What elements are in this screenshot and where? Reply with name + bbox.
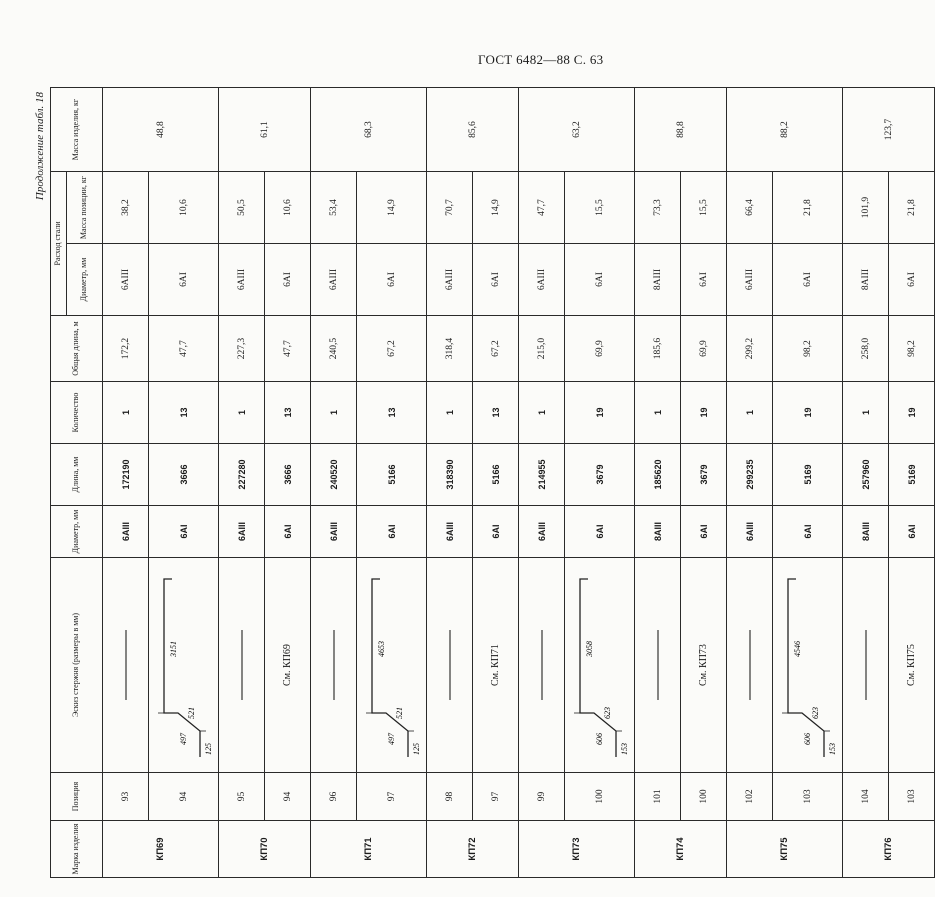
length-cell: 185620 <box>635 444 681 506</box>
position-mass-cell: 10,6 <box>149 172 219 244</box>
length-cell: 257960 <box>843 444 889 506</box>
item-mark: КП74 <box>635 821 727 878</box>
dim-straight: 4546 <box>792 641 802 657</box>
position-mass-cell: 14,9 <box>357 172 427 244</box>
table-row <box>519 88 565 878</box>
position-mass-cell: 101,9 <box>843 172 889 244</box>
quantity-cell: 1 <box>519 382 565 444</box>
sketch-cell <box>427 558 473 773</box>
table-caption: Продолжение табл. 18 <box>34 92 46 201</box>
sketch-reference: См. КП75 <box>889 558 935 773</box>
length-cell: 3666 <box>265 444 311 506</box>
steel-diameter-cell: 6АIII <box>519 244 565 316</box>
position-cell: 94 <box>149 773 219 821</box>
position-cell: 104 <box>843 773 889 821</box>
diameter-cell: 6АIII <box>519 506 565 558</box>
sketch-reference: См. КП71 <box>473 558 519 773</box>
position-mass-cell: 15,5 <box>565 172 635 244</box>
steel-diameter-cell: 6АI <box>473 244 519 316</box>
total-length-cell: 69,9 <box>565 316 635 382</box>
table-row <box>889 88 935 878</box>
straight-bar-sketch <box>448 630 452 700</box>
total-length-cell: 47,7 <box>149 316 219 382</box>
header-mark: Марка изделия <box>51 821 103 878</box>
dim-slope: 521 <box>186 707 196 719</box>
steel-diameter-cell: 6АIII <box>427 244 473 316</box>
straight-bar-sketch <box>124 630 128 700</box>
diameter-cell: 6АI <box>357 506 427 558</box>
diameter-cell: 6АI <box>889 506 935 558</box>
item-mass-cell: 61,1 <box>219 88 311 172</box>
dim-offset: 497 <box>386 733 396 745</box>
total-length-cell: 240,5 <box>311 316 357 382</box>
table-row <box>427 88 473 878</box>
position-mass-cell: 21,8 <box>773 172 843 244</box>
bar-outline <box>580 579 616 757</box>
length-cell: 5169 <box>889 444 935 506</box>
quantity-cell: 1 <box>843 382 889 444</box>
length-cell: 3679 <box>565 444 635 506</box>
straight-bar-sketch <box>540 630 544 700</box>
length-cell: 318390 <box>427 444 473 506</box>
dim-straight: 4653 <box>376 641 386 657</box>
total-length-cell: 318,4 <box>427 316 473 382</box>
total-length-cell: 258,0 <box>843 316 889 382</box>
quantity-cell: 1 <box>219 382 265 444</box>
position-mass-cell: 66,4 <box>727 172 773 244</box>
sketch-reference: См. КП69 <box>265 558 311 773</box>
table-body <box>103 88 935 878</box>
position-cell: 102 <box>727 773 773 821</box>
total-length-cell: 98,2 <box>889 316 935 382</box>
table-row <box>149 88 219 878</box>
quantity-cell: 19 <box>681 382 727 444</box>
dim-end: 125 <box>203 743 213 755</box>
position-mass-cell: 14,9 <box>473 172 519 244</box>
steel-diameter-cell: 6АI <box>681 244 727 316</box>
quantity-cell: 1 <box>311 382 357 444</box>
dim-slope: 521 <box>394 707 404 719</box>
position-cell: 103 <box>889 773 935 821</box>
diameter-cell: 6АI <box>681 506 727 558</box>
table-row <box>473 88 519 878</box>
dim-slope: 623 <box>810 707 820 719</box>
dim-offset: 497 <box>178 733 188 745</box>
dim-slope: 623 <box>602 707 612 719</box>
item-mark: КП72 <box>427 821 519 878</box>
straight-bar-sketch <box>748 630 752 700</box>
quantity-cell: 13 <box>357 382 427 444</box>
table-row <box>103 88 149 878</box>
reinforcement-table <box>50 87 935 878</box>
bar-sketch <box>778 565 838 765</box>
position-cell: 97 <box>357 773 427 821</box>
diameter-cell: 8АIII <box>843 506 889 558</box>
position-cell: 96 <box>311 773 357 821</box>
table-row <box>681 88 727 878</box>
position-cell: 99 <box>519 773 565 821</box>
sketch-cell <box>773 558 843 773</box>
page-header: ГОСТ 6482—88 С. 63 <box>478 52 604 67</box>
rotated-table-area <box>34 88 917 878</box>
total-length-cell: 67,2 <box>357 316 427 382</box>
length-cell: 5166 <box>357 444 427 506</box>
diameter-cell: 6АI <box>565 506 635 558</box>
straight-bar-sketch <box>864 630 868 700</box>
bar-sketch <box>362 565 422 765</box>
item-mark: КП75 <box>727 821 843 878</box>
position-mass-cell: 10,6 <box>265 172 311 244</box>
sketch-cell <box>519 558 565 773</box>
item-mass-cell: 123,7 <box>843 88 935 172</box>
table-row <box>357 88 427 878</box>
table-row <box>843 88 889 878</box>
item-mark: КП76 <box>843 821 935 878</box>
quantity-cell: 13 <box>473 382 519 444</box>
quantity-cell: 13 <box>149 382 219 444</box>
length-cell: 299235 <box>727 444 773 506</box>
position-mass-cell: 73,3 <box>635 172 681 244</box>
steel-diameter-cell: 6АI <box>149 244 219 316</box>
sketch-cell <box>357 558 427 773</box>
dim-offset: 606 <box>802 733 812 745</box>
steel-diameter-cell: 6АI <box>565 244 635 316</box>
item-mass-cell: 85,6 <box>427 88 519 172</box>
dim-straight: 3058 <box>584 641 594 657</box>
bar-sketch <box>154 565 214 765</box>
position-cell: 95 <box>219 773 265 821</box>
dim-end: 153 <box>827 743 837 755</box>
sketch-cell <box>311 558 357 773</box>
length-cell: 3666 <box>149 444 219 506</box>
position-mass-cell: 53,4 <box>311 172 357 244</box>
steel-diameter-cell: 6АIII <box>103 244 149 316</box>
position-cell: 101 <box>635 773 681 821</box>
sketch-cell <box>149 558 219 773</box>
header-total-length: Общая длина, м <box>51 316 103 382</box>
steel-diameter-cell: 8АIII <box>843 244 889 316</box>
diameter-cell: 6АI <box>773 506 843 558</box>
item-mass-cell: 48,8 <box>103 88 219 172</box>
table-row <box>635 88 681 878</box>
straight-bar-sketch <box>332 630 336 700</box>
position-cell: 98 <box>427 773 473 821</box>
header-diameter: Диаметр, мм <box>51 506 103 558</box>
sketch-cell <box>635 558 681 773</box>
sketch-cell <box>219 558 265 773</box>
sketch-cell <box>727 558 773 773</box>
length-cell: 5169 <box>773 444 843 506</box>
position-mass-cell: 70,7 <box>427 172 473 244</box>
header-steel-consumption: Расход стали <box>51 172 67 316</box>
total-length-cell: 185,6 <box>635 316 681 382</box>
dim-end: 125 <box>411 743 421 755</box>
position-mass-cell: 47,7 <box>519 172 565 244</box>
steel-diameter-cell: 6АI <box>265 244 311 316</box>
item-mark: КП73 <box>519 821 635 878</box>
length-cell: 3679 <box>681 444 727 506</box>
header-quantity: Количество <box>51 382 103 444</box>
header-item-mass: Масса изделия, кг <box>51 88 103 172</box>
bar-outline <box>164 579 200 757</box>
diameter-cell: 6АIII <box>727 506 773 558</box>
steel-diameter-cell: 6АIII <box>311 244 357 316</box>
quantity-cell: 1 <box>635 382 681 444</box>
item-mass-cell: 88,2 <box>727 88 843 172</box>
diameter-cell: 6АIII <box>311 506 357 558</box>
length-cell: 172190 <box>103 444 149 506</box>
table-row <box>565 88 635 878</box>
quantity-cell: 19 <box>773 382 843 444</box>
item-mark: КП70 <box>219 821 311 878</box>
quantity-cell: 19 <box>565 382 635 444</box>
steel-diameter-cell: 8АIII <box>635 244 681 316</box>
position-cell: 94 <box>265 773 311 821</box>
header-steel-diameter: Диаметр, мм <box>67 244 103 316</box>
diameter-cell: 6АI <box>265 506 311 558</box>
diameter-cell: 6АIII <box>103 506 149 558</box>
length-cell: 240520 <box>311 444 357 506</box>
steel-diameter-cell: 6АI <box>357 244 427 316</box>
dim-end: 153 <box>619 743 629 755</box>
item-mark: КП69 <box>103 821 219 878</box>
quantity-cell: 1 <box>103 382 149 444</box>
total-length-cell: 69,9 <box>681 316 727 382</box>
diameter-cell: 6АI <box>149 506 219 558</box>
total-length-cell: 67,2 <box>473 316 519 382</box>
steel-diameter-cell: 6АI <box>889 244 935 316</box>
header-position-mass: Масса позиции, кг <box>67 172 103 244</box>
item-mass-cell: 63,2 <box>519 88 635 172</box>
length-cell: 227280 <box>219 444 265 506</box>
bar-outline <box>788 579 824 757</box>
quantity-cell: 13 <box>265 382 311 444</box>
total-length-cell: 47,7 <box>265 316 311 382</box>
sketch-cell <box>103 558 149 773</box>
item-mass-cell: 68,3 <box>311 88 427 172</box>
position-mass-cell: 21,8 <box>889 172 935 244</box>
steel-diameter-cell: 6АI <box>773 244 843 316</box>
length-cell: 214955 <box>519 444 565 506</box>
table-row <box>265 88 311 878</box>
header-length: Длина, мм <box>51 444 103 506</box>
sketch-reference: См. КП73 <box>681 558 727 773</box>
diameter-cell: 6АIII <box>219 506 265 558</box>
quantity-cell: 1 <box>727 382 773 444</box>
sketch-cell <box>565 558 635 773</box>
total-length-cell: 98,2 <box>773 316 843 382</box>
length-cell: 5166 <box>473 444 519 506</box>
dim-offset: 606 <box>594 733 604 745</box>
position-cell: 100 <box>565 773 635 821</box>
position-mass-cell: 15,5 <box>681 172 727 244</box>
steel-diameter-cell: 6АIII <box>727 244 773 316</box>
total-length-cell: 299,2 <box>727 316 773 382</box>
table-row <box>773 88 843 878</box>
total-length-cell: 215,0 <box>519 316 565 382</box>
quantity-cell: 19 <box>889 382 935 444</box>
header-sketch: Эскиз стержня (размеры в мм) <box>51 558 103 773</box>
total-length-cell: 172,2 <box>103 316 149 382</box>
position-mass-cell: 38,2 <box>103 172 149 244</box>
table-row <box>311 88 357 878</box>
position-cell: 97 <box>473 773 519 821</box>
item-mass-cell: 88,8 <box>635 88 727 172</box>
position-cell: 100 <box>681 773 727 821</box>
header-position: Позиция <box>51 773 103 821</box>
steel-diameter-cell: 6АIII <box>219 244 265 316</box>
position-cell: 93 <box>103 773 149 821</box>
item-mark: КП71 <box>311 821 427 878</box>
straight-bar-sketch <box>656 630 660 700</box>
diameter-cell: 8АIII <box>635 506 681 558</box>
bar-outline <box>372 579 408 757</box>
diameter-cell: 6АI <box>473 506 519 558</box>
diameter-cell: 6АIII <box>427 506 473 558</box>
sketch-cell <box>843 558 889 773</box>
table-row <box>727 88 773 878</box>
quantity-cell: 1 <box>427 382 473 444</box>
position-cell: 103 <box>773 773 843 821</box>
total-length-cell: 227,3 <box>219 316 265 382</box>
bar-sketch <box>570 565 630 765</box>
table-row <box>219 88 265 878</box>
position-mass-cell: 50,5 <box>219 172 265 244</box>
dim-straight: 3151 <box>168 641 178 657</box>
straight-bar-sketch <box>240 630 244 700</box>
